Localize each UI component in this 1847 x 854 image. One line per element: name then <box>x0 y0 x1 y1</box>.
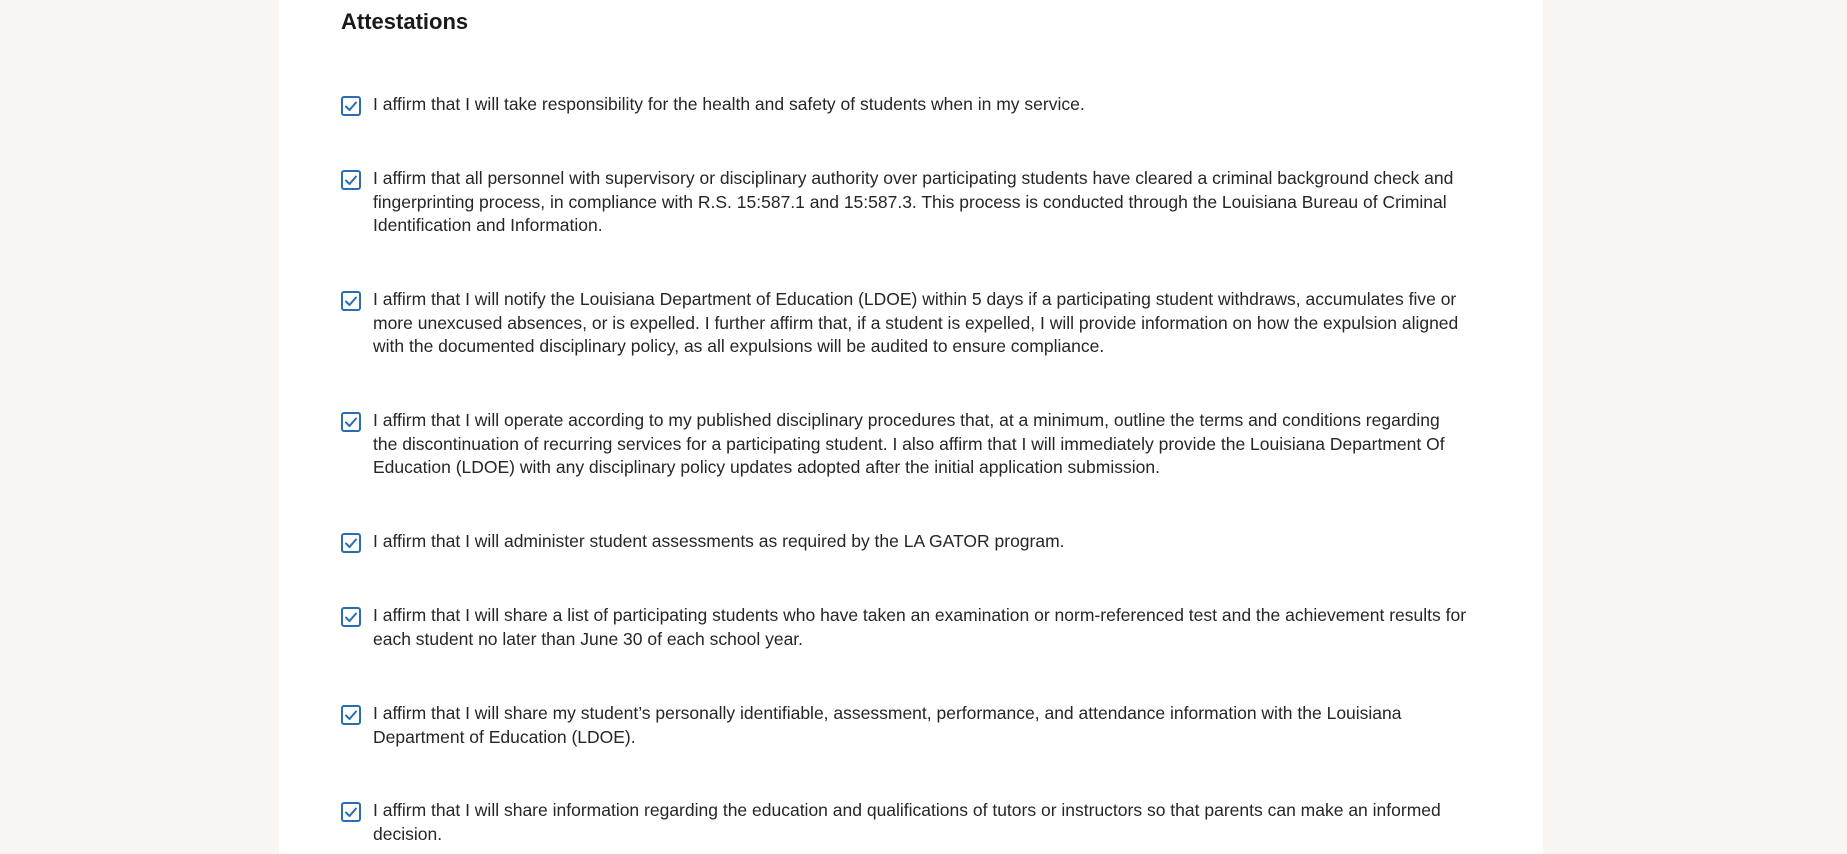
checkmark-icon <box>344 415 358 429</box>
attestation-text: I affirm that I will share information regarding the education and qualifications of tutors or instructors so that parents can make an informed decision. <box>373 800 1441 844</box>
attestation-checkbox[interactable] <box>341 607 361 627</box>
attestation-checkbox[interactable] <box>341 533 361 553</box>
attestation-checkbox[interactable] <box>341 170 361 190</box>
attestation-text: I affirm that I will take responsibility for the health and safety of students when in my service. <box>373 94 1085 114</box>
attestation-checkbox[interactable] <box>341 705 361 725</box>
checkmark-icon <box>344 536 358 550</box>
checkmark-icon <box>344 805 358 819</box>
attestation-text: I affirm that I will share my student’s personally identifiable, assessment, performance, and attendance information with the Louisiana Department of Education (LDOE). <box>373 703 1402 747</box>
attestation-item <box>341 93 1466 117</box>
attestation-item <box>341 799 1466 846</box>
attestations-panel <box>279 0 1543 854</box>
attestation-item <box>341 530 1466 554</box>
attestation-checkbox[interactable] <box>341 96 361 116</box>
attestation-text: I affirm that I will notify the Louisiana Department of Education (LDOE) within 5 days if a participating student withdraws, accumulates five or more unexcused absences, or is expelled. I further affirm that, if a student is expelled, I will provide information on how the expulsion aligned with the documented disciplinary policy, as all expulsions will be audited to ensure compliance. <box>373 289 1459 356</box>
attestation-item <box>341 167 1466 238</box>
checkmark-icon <box>344 173 358 187</box>
attestation-item <box>341 604 1466 651</box>
attestation-item <box>341 288 1466 359</box>
attestation-item <box>341 702 1466 749</box>
attestation-checkbox[interactable] <box>341 412 361 432</box>
attestation-item <box>341 409 1466 480</box>
checkmark-icon <box>344 99 358 113</box>
section-title: Attestations <box>341 9 469 34</box>
attestation-text: I affirm that I will administer student assessments as required by the LA GATOR program. <box>373 531 1065 551</box>
attestation-text: I affirm that all personnel with supervisory or disciplinary authority over participating students have cleared a criminal background check and fingerprinting process, in compliance with R.S. 15:587.1 and 15:587.3. This process is conducted through the Louisiana Bureau of Criminal Identification and Information. <box>373 168 1454 235</box>
attestation-text: I affirm that I will operate according to my published disciplinary procedures that, at a minimum, outline the terms and conditions regarding the discontinuation of recurring services for a participating student. I also affirm that I will immediately provide the Louisiana Department Of Education (LDOE) with any disciplinary policy updates adopted after the initial application submission. <box>373 410 1445 477</box>
attestation-text: I affirm that I will share a list of participating students who have taken an examination or norm-referenced test and the achievement results for each student no later than June 30 of each school year. <box>373 605 1467 649</box>
attestation-checkbox[interactable] <box>341 291 361 311</box>
checkmark-icon <box>344 294 358 308</box>
checkmark-icon <box>344 610 358 624</box>
attestation-checkbox[interactable] <box>341 802 361 822</box>
checkmark-icon <box>344 708 358 722</box>
